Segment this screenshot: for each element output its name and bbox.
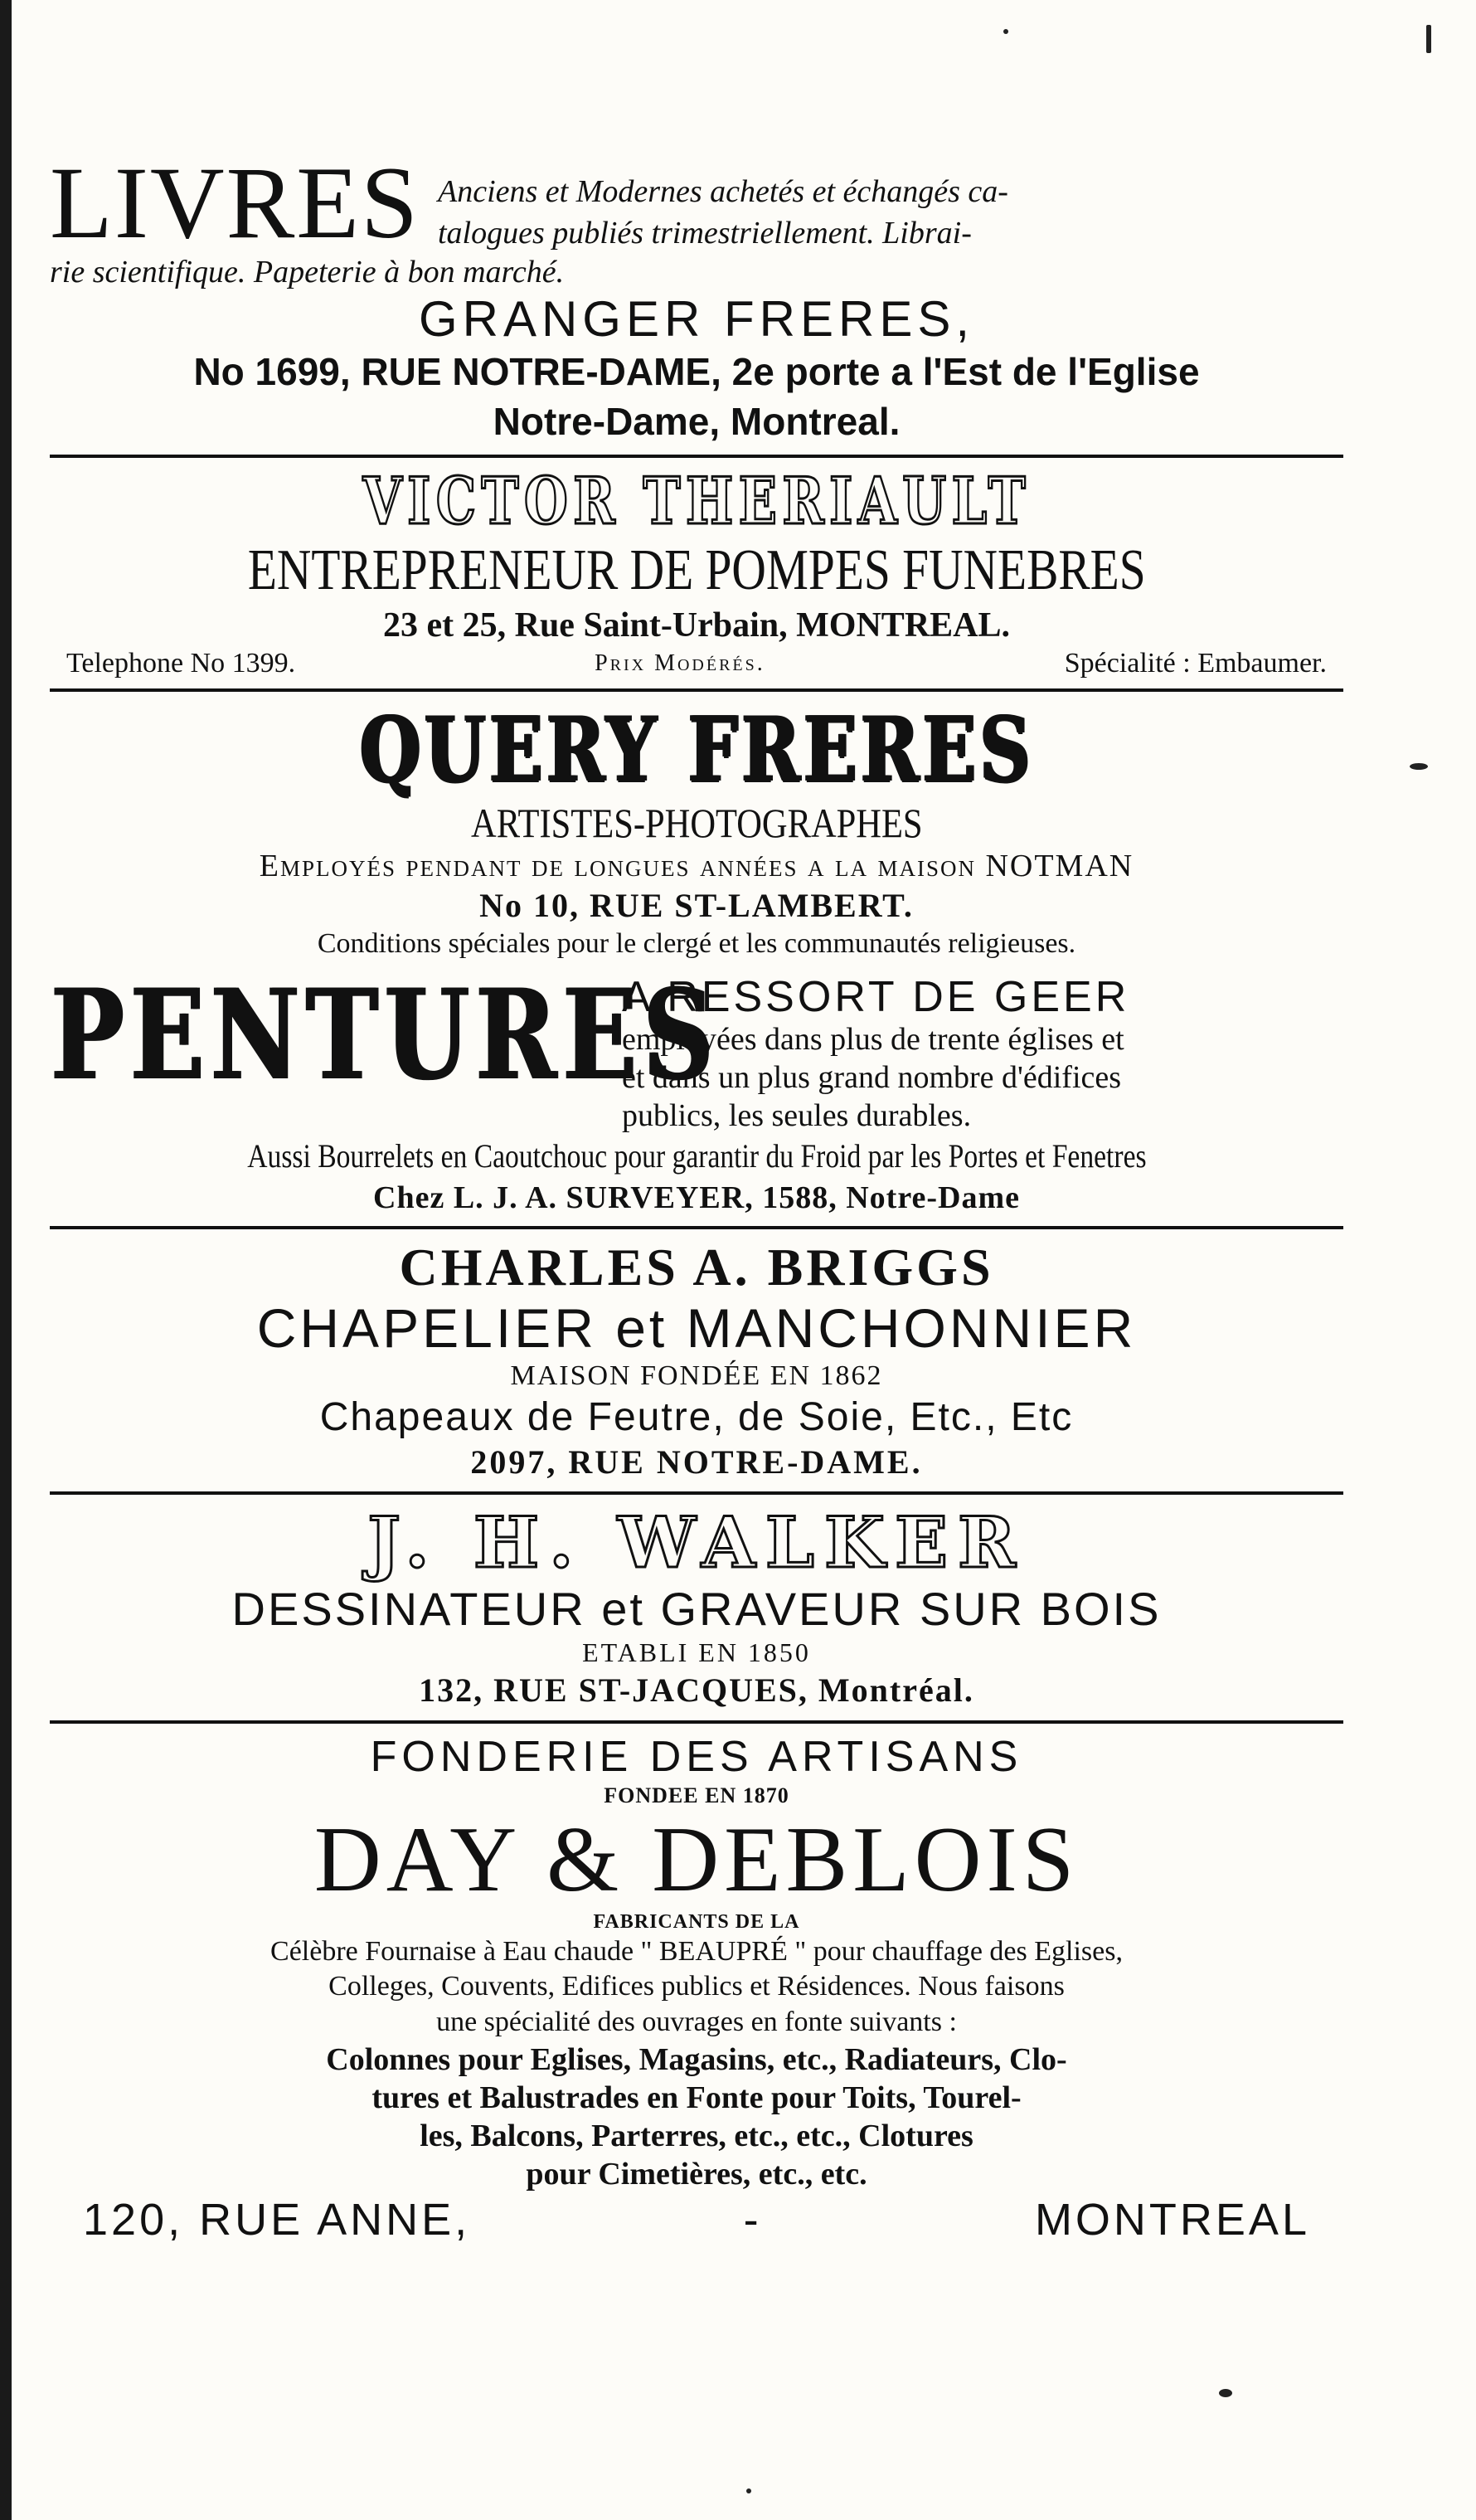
scan-speck xyxy=(1219,2389,1232,2397)
divider xyxy=(50,1226,1343,1229)
theriault-trade: ENTREPRENEUR DE POMPES FUNEBRES xyxy=(247,538,1146,602)
pentures-head: A RESSORT DE GEER xyxy=(622,973,1130,1021)
briggs-name: CHARLES A. BRIGGS xyxy=(399,1238,994,1296)
day-deblois-name: DAY & DEBLOIS xyxy=(313,1808,1080,1911)
foundry-name: FONDERIE DES ARTISANS xyxy=(370,1733,1023,1781)
divider xyxy=(50,688,1343,692)
day-deblois-bold-line: tures et Balustrades en Fonte pour Toits, Tourel- xyxy=(371,2080,1022,2115)
day-deblois-city: MONTREAL xyxy=(1034,2195,1310,2245)
theriault-address: 23 et 25, Rue Saint-Urbain, MONTREAL. xyxy=(382,606,1011,645)
pentures-also: Aussi Bourrelets en Caoutchouc pour garantir du Froid par les Portes et Fenetres xyxy=(246,1137,1147,1175)
day-deblois-bold-line: pour Cimetières, etc., etc. xyxy=(526,2157,867,2192)
divider xyxy=(50,1491,1343,1495)
briggs-address: 2097, RUE NOTRE-DAME. xyxy=(470,1443,923,1481)
day-deblois-body-line: une spécialité des ouvrages en fonte suivants : xyxy=(436,2007,957,2037)
livres-text-line: Anciens et Modernes achetés et échangés ca- xyxy=(438,174,1008,209)
pentures-desc-line: et dans un plus grand nombre d'édifices xyxy=(622,1060,1122,1095)
ad-query-freres xyxy=(50,700,1343,962)
ad-granger-freres xyxy=(50,146,1343,446)
day-deblois-body-line: Colleges, Couvents, Edifices publics et Résidences. Nous faisons xyxy=(328,1971,1065,2002)
day-deblois-bold-line: Colonnes pour Eglises, Magasins, etc., Radiateurs, Clo- xyxy=(326,2042,1067,2077)
ad-jh-walker xyxy=(50,1503,1343,1712)
query-employment: Employés pendant de longues années a la maison NOTMAN xyxy=(259,849,1134,883)
scan-speck xyxy=(1410,763,1428,770)
divider xyxy=(50,455,1343,458)
ad-victor-theriault xyxy=(50,466,1343,680)
livres-text-line: talogues publiés trimestriellement. Librai- xyxy=(438,216,972,251)
query-address: No 10, RUE ST-LAMBERT. xyxy=(479,887,914,924)
briggs-founded: MAISON FONDÉE EN 1862 xyxy=(510,1360,883,1391)
briggs-goods: Chapeaux de Feutre, de Soie, Etc., Etc xyxy=(319,1395,1074,1439)
divider xyxy=(50,1720,1343,1724)
scan-edge xyxy=(0,0,12,2520)
theriault-specialty: Spécialité : Embaumer. xyxy=(1064,648,1327,679)
walker-address: 132, RUE ST-JACQUES, Montréal. xyxy=(419,1671,974,1709)
walker-established: ETABLI EN 1850 xyxy=(582,1637,811,1667)
day-deblois-street: 120, RUE ANNE, xyxy=(83,2195,471,2245)
theriault-name: VICTOR THERIAULT xyxy=(362,464,1031,539)
granger-address: Notre-Dame, Montreal. xyxy=(493,400,901,443)
theriault-telephone: Telephone No 1399. xyxy=(66,648,296,679)
ad-day-deblois xyxy=(50,1732,1343,2246)
day-deblois-makers: FABRICANTS DE LA xyxy=(593,1911,800,1933)
pentures-desc-line: publics, les seules durables. xyxy=(622,1098,972,1133)
day-deblois-dash: - xyxy=(743,2195,762,2245)
scan-speck xyxy=(1003,29,1008,34)
query-trade: ARTISTES-PHOTOGRAPHES xyxy=(470,800,923,846)
theriault-prices: Prix Modérés. xyxy=(595,650,765,676)
scan-speck xyxy=(1426,25,1431,53)
briggs-trade: CHAPELIER et MANCHONNIER xyxy=(256,1297,1137,1359)
scan-speck xyxy=(746,2488,751,2493)
granger-name: GRANGER FRERES, xyxy=(418,291,975,347)
granger-address: No 1699, RUE NOTRE-DAME, 2e porte a l'Est de l'Eglise xyxy=(193,350,1200,393)
day-deblois-bold-line: les, Balcons, Parterres, etc., etc., Clotures xyxy=(420,2119,973,2153)
walker-trade: DESSINATEUR et GRAVEUR SUR BOIS xyxy=(231,1583,1162,1635)
query-conditions: Conditions spéciales pour le clergé et les communautés religieuses. xyxy=(317,928,1076,959)
walker-name: J. H. WALKER xyxy=(367,1501,1026,1584)
query-name: QUERY FRERES xyxy=(359,698,1034,802)
livres-heading: LIVRES xyxy=(50,146,420,260)
ad-charles-briggs xyxy=(50,1238,1343,1483)
pentures-seller: Chez L. J. A. SURVEYER, 1588, Notre-Dame xyxy=(373,1180,1020,1215)
livres-text-line: rie scientifique. Papeterie à bon marché. xyxy=(50,255,565,289)
advertisement-page xyxy=(50,146,1343,2246)
pentures-heading: PENTURES xyxy=(50,962,719,1108)
foundry-founded: FONDEE EN 1870 xyxy=(604,1783,789,1807)
pentures-desc-line: employées dans plus de trente églises et xyxy=(622,1022,1124,1057)
ad-pentures xyxy=(50,962,1343,1218)
day-deblois-body-line: Célèbre Fournaise à Eau chaude " BEAUPRÉ " pour chauffage des Eglises, xyxy=(270,1936,1123,1967)
